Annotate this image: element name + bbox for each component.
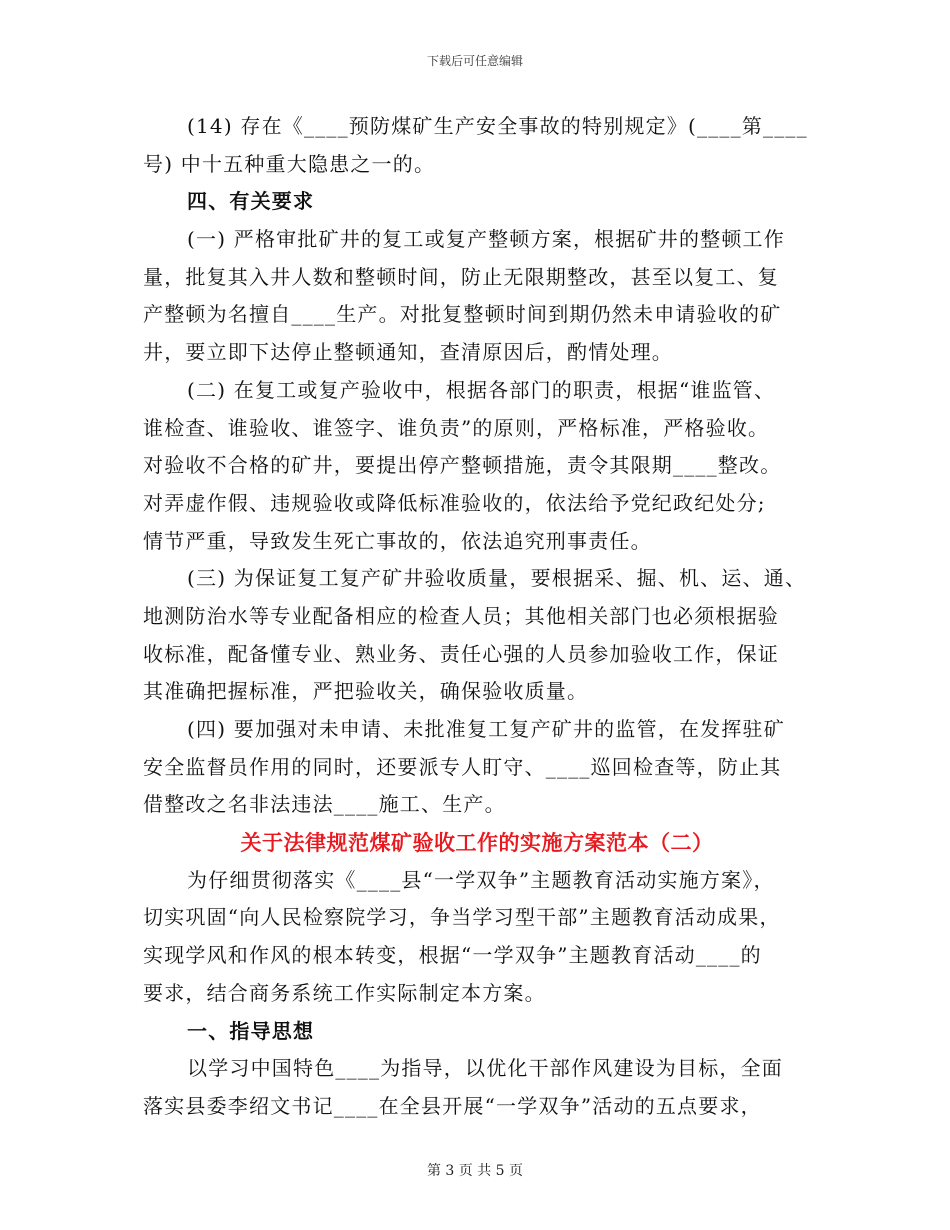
paragraph-line: 安全监督员作用的同时，还要派专人盯守、____巡回检查等，防止其 bbox=[143, 754, 782, 779]
paragraph-line: (14) 存在《____预防煤矿生产安全事故的特别规定》(____第____ bbox=[187, 114, 808, 138]
paragraph-line: 其准确把握标准，严把验收关，确保验收质量。 bbox=[143, 679, 589, 704]
paragraph-line: 为仔细贯彻落实《____县“一学双争”主题教育活动实施方案》， bbox=[187, 867, 775, 892]
paragraph-line: 要求，结合商务系统工作实际制定本方案。 bbox=[143, 980, 546, 1005]
paragraph-line: 切实巩固“向人民检察院学习，争当学习型干部”主题教育活动成果， bbox=[143, 905, 781, 930]
paragraph-line: 地测防治水等专业配备相应的检查人员；其他相关部门也必须根据验 bbox=[143, 603, 779, 628]
paragraph-line: 号) 中十五种重大隐患之一的。 bbox=[143, 151, 436, 176]
paragraph-line: (一) 严格审批矿井的复工或复产整顿方案，根据矿井的整顿工作 bbox=[187, 227, 785, 252]
paragraph-line: 落实县委李绍文书记____在全县开展“一学双争”活动的五点要求， bbox=[143, 1093, 762, 1118]
page-header: 下载后可任意编辑 bbox=[426, 54, 523, 68]
paragraph-line: 实现学风和作风的根本转变，根据“一学双争”主题教育活动____的 bbox=[143, 943, 762, 968]
section-title: 关于法律规范煤矿验收工作的实施方案范本（二） bbox=[240, 830, 714, 856]
document-body bbox=[143, 108, 811, 1126]
paragraph-line: (三) 为保证复工复产矿井验收质量，要根据采、掘、机、运、通、 bbox=[187, 566, 807, 591]
section-heading: 四、有关要求 bbox=[187, 189, 315, 214]
paragraph-line: (四) 要加强对未申请、未批准复工复产矿井的监管，在发挥驻矿 bbox=[187, 717, 785, 741]
paragraph-line: 量，批复其入井人数和整顿时间，防止无限期整改，甚至以复工、复 bbox=[143, 264, 779, 289]
paragraph-line: 谁检查、谁验收、谁签字、谁负责”的原则，严格标准，严格验收。 bbox=[143, 415, 770, 440]
section-heading: 一、指导思想 bbox=[187, 1018, 315, 1043]
paragraph-line: 对验收不合格的矿井，要提出停产整顿措施，责令其限期____整改。 bbox=[143, 453, 782, 478]
paragraph-line: 产整顿为名擅自____生产。对批复整顿时间到期仍然未申请验收的矿 bbox=[143, 302, 782, 327]
page-footer: 第 3 页 共 5 页 bbox=[426, 1163, 524, 1179]
paragraph-line: 对弄虚作假、违规验收或降低标准验收的，依法给予党纪政纪处分; bbox=[143, 490, 766, 515]
paragraph-line: 借整改之名非法违法____施工、生产。 bbox=[143, 792, 506, 817]
paragraph-line: (二) 在复工或复产验收中，根据各部门的职责，根据“谁监管、 bbox=[187, 377, 776, 402]
paragraph-line: 以学习中国特色____为指导，以优化干部作风建设为目标，全面 bbox=[187, 1056, 783, 1081]
paragraph-line: 井，要立即下达停止整顿通知，查清原因后，酌情处理。 bbox=[143, 340, 673, 365]
paragraph-line: 收标准，配备懂专业、熟业务、责任心强的人员参加验收工作，保证 bbox=[143, 641, 779, 666]
paragraph-line: 情节严重，导致发生死亡事故的，依法追究刑事责任。 bbox=[143, 528, 652, 553]
